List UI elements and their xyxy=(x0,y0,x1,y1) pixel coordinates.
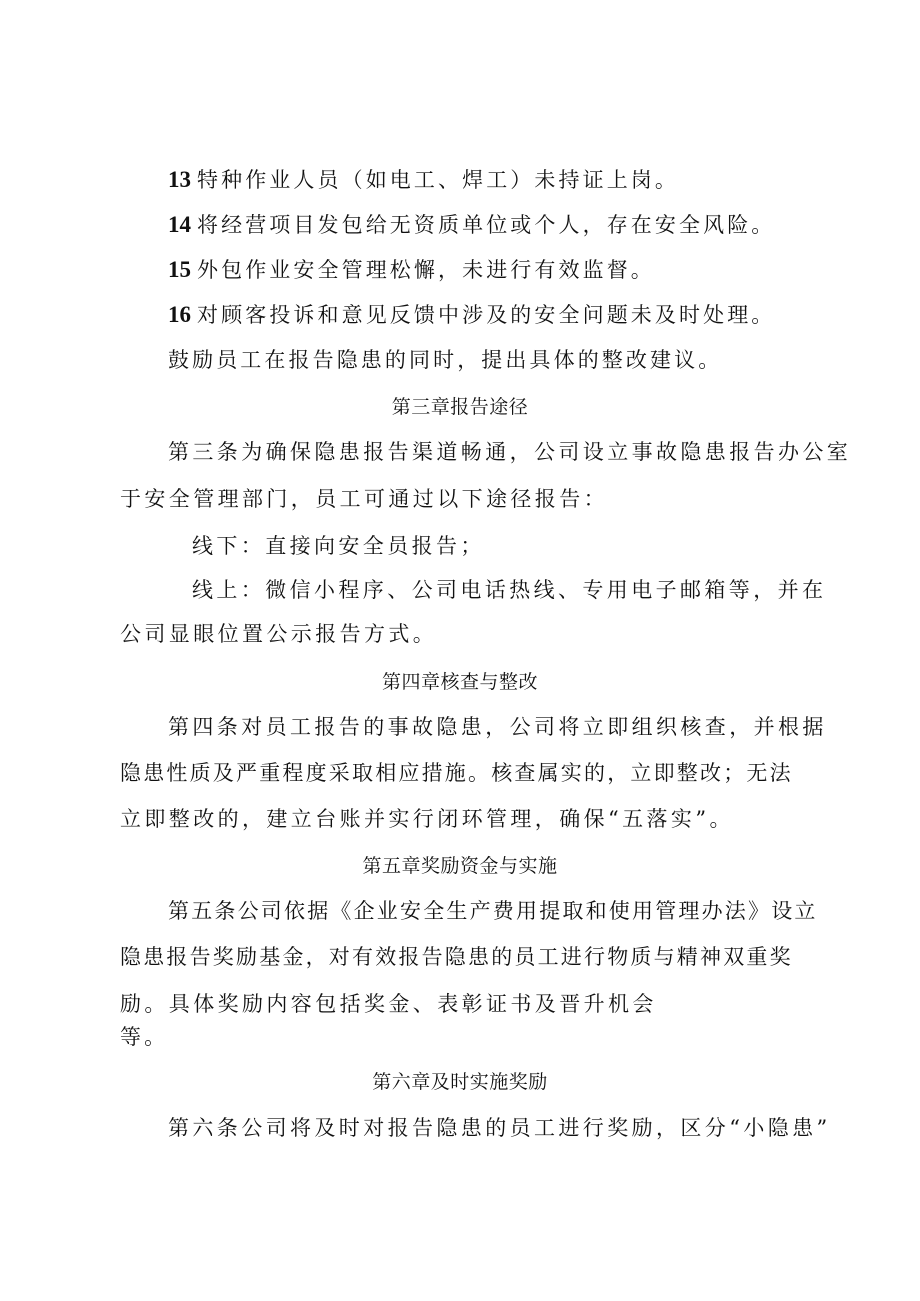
list-item-13 xyxy=(168,166,679,194)
chapter-5-line: 励。具体奖励内容包括奖金、表彰证书及晋升机会 xyxy=(120,992,657,1016)
chapter-4-line: 第四条对员工报告的事故隐患，公司将立即组织核查，并根据 xyxy=(168,715,827,739)
list-item-15 xyxy=(168,256,655,284)
list-item-text: 外包作业安全管理松懈，未进行有效监督。 xyxy=(197,258,655,282)
list-item-number: 16 xyxy=(168,302,191,327)
chapter-5-line: 等。 xyxy=(120,1025,169,1049)
list-item-16 xyxy=(168,301,775,329)
chapter-3-line: 线上：微信小程序、公司电话热线、专用电子邮箱等，并在 xyxy=(192,578,827,602)
list-item-number: 15 xyxy=(168,257,191,282)
chapter-4-heading: 第四章核查与整改 xyxy=(381,671,538,693)
chapter-5-line: 第五条公司依据《企业安全生产费用提取和使用管理办法》设立 xyxy=(168,899,818,923)
list-item-14 xyxy=(168,211,775,239)
chapter-3-line: 于安全管理部门，员工可通过以下途径报告： xyxy=(120,487,608,511)
list-item-number: 14 xyxy=(168,212,191,237)
chapter-6-heading: 第六章及时实施奖励 xyxy=(372,1071,548,1093)
chapter-4-line: 隐患性质及严重程度采取相应措施。核查属实的，立即整改；无法 xyxy=(120,761,793,785)
list-item-text: 将经营项目发包给无资质单位或个人，存在安全风险。 xyxy=(197,213,776,237)
list-item-text: 特种作业人员（如电工、焊工）未持证上岗。 xyxy=(197,168,679,192)
chapter-5-line: 隐患报告奖励基金，对有效报告隐患的员工进行物质与精神双重奖 xyxy=(120,945,793,969)
chapter-5-heading: 第五章奖励资金与实施 xyxy=(362,855,558,877)
encourage-line: 鼓励员工在报告隐患的同时，提出具体的整改建议。 xyxy=(168,348,723,372)
list-item-number: 13 xyxy=(168,167,191,192)
list-item-text: 对顾客投诉和意见反馈中涉及的安全问题未及时处理。 xyxy=(197,303,776,327)
chapter-4-line: 立即整改的，建立台账并实行闭环管理，确保“五落实”。 xyxy=(120,807,734,831)
chapter-6-line: 第六条公司将及时对报告隐患的员工进行奖励，区分“小隐患” xyxy=(168,1116,831,1140)
chapter-3-line: 线下：直接向安全员报告； xyxy=(192,534,485,558)
chapter-3-line: 公司显眼位置公示报告方式。 xyxy=(120,622,438,646)
chapter-3-line: 第三条为确保隐患报告渠道畅通，公司设立事故隐患报告办公室 xyxy=(168,440,852,464)
chapter-3-heading: 第三章报告途径 xyxy=(391,396,529,418)
